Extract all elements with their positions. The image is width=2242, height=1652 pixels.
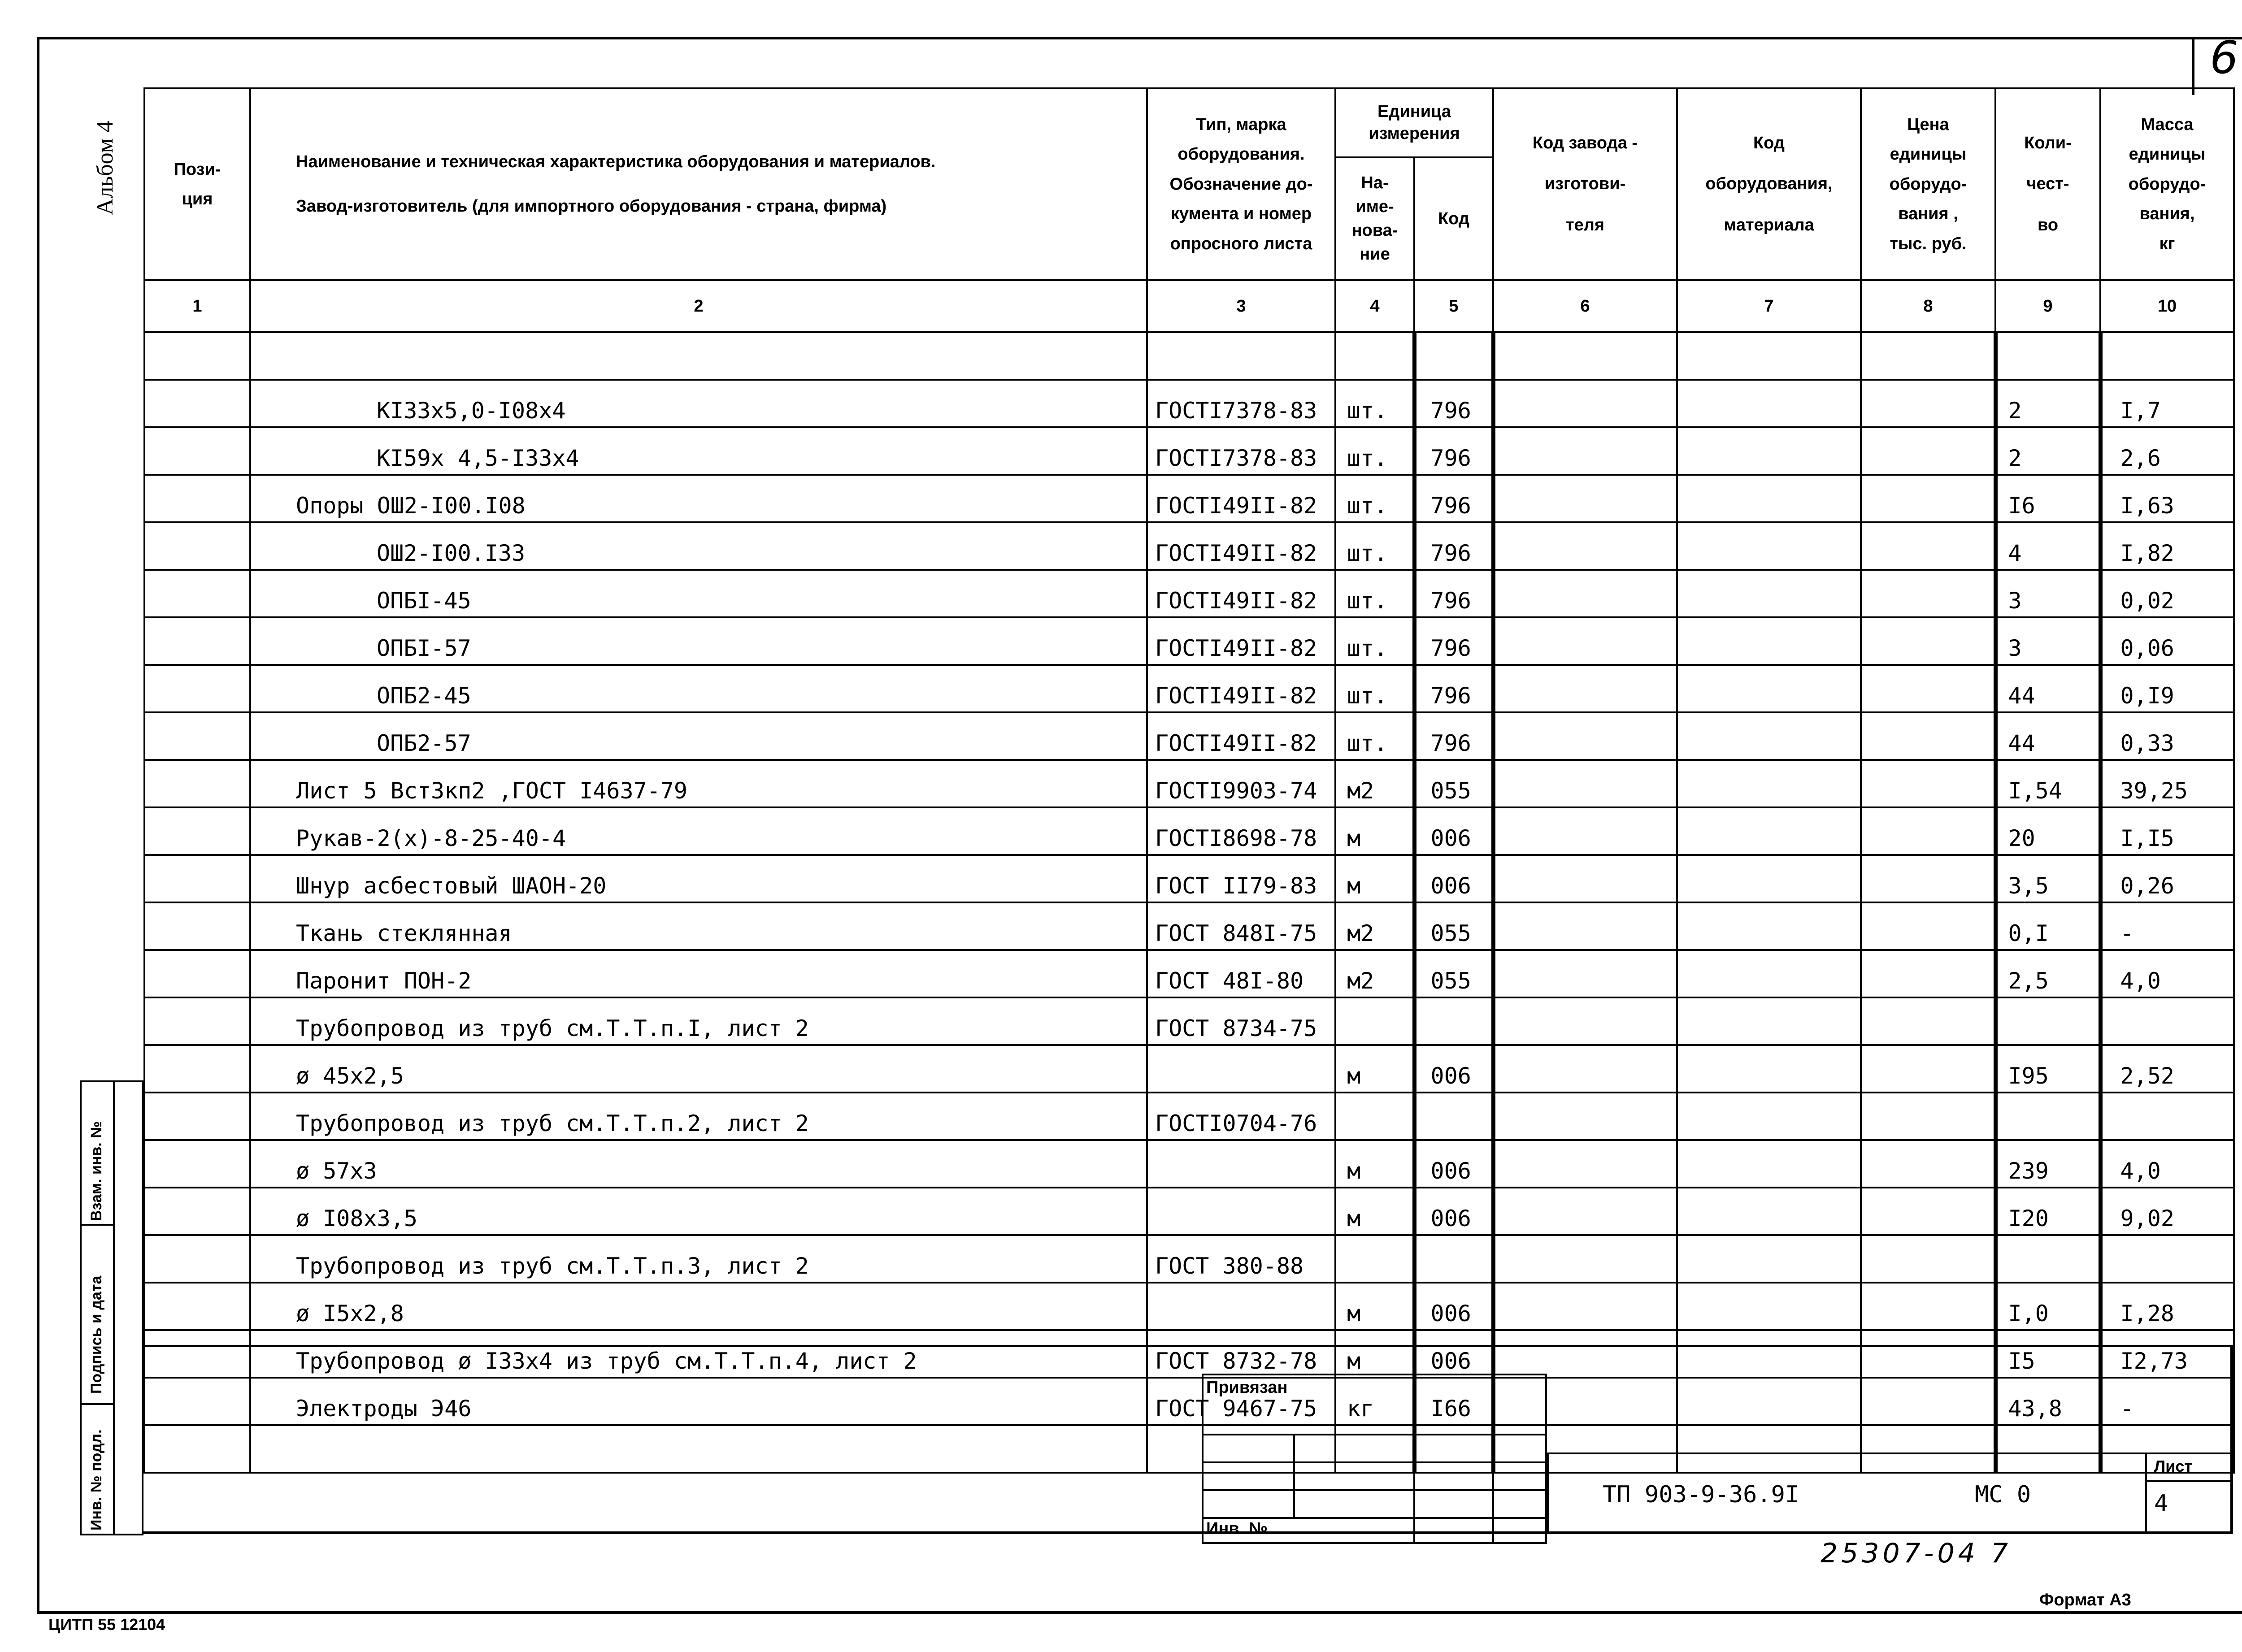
mass-cell: 0,33 [2100, 712, 2234, 760]
name-cell: ОШ2-I00.I33 [250, 522, 1147, 570]
table-row [144, 522, 2234, 570]
unit-cell: шт. [1335, 522, 1414, 570]
position-cell [144, 712, 250, 760]
doc-cell: ГОСТI7378-83 [1147, 380, 1335, 427]
qty-cell [1995, 1235, 2100, 1283]
table-row [144, 665, 2234, 712]
doc-cell: ГОСТI49II-82 [1147, 475, 1335, 522]
header-mass: Масса единицы оборудо- вания, кг [2100, 88, 2234, 280]
name-cell: ø 45х2,5 [250, 1045, 1147, 1093]
table-row [144, 1045, 2234, 1093]
name-cell: Ткань стеклянная [250, 902, 1147, 950]
colnum-8: 8 [1861, 280, 1995, 332]
unit-code-cell: 796 [1414, 380, 1493, 427]
plant-code-cell [1493, 997, 1677, 1045]
name-cell: ø 57х3 [250, 1140, 1147, 1188]
doc-cell: ГОСТ 9467-75 [1147, 1378, 1335, 1425]
plant-code-cell [1493, 950, 1677, 997]
mass-cell: 9,02 [2100, 1188, 2234, 1235]
price-cell [1861, 712, 1995, 760]
album-label: Альбом 4 [92, 121, 118, 215]
table-row [144, 1188, 2234, 1235]
mass-cell: 39,25 [2100, 760, 2234, 807]
mass-cell: I,28 [2100, 1283, 2234, 1330]
price-cell [1861, 1283, 1995, 1330]
unit-code-cell: 006 [1414, 1140, 1493, 1188]
unit-cell: м [1335, 1140, 1414, 1188]
position-cell [144, 855, 250, 902]
unit-code-cell: 006 [1414, 1283, 1493, 1330]
plant-code-cell [1493, 617, 1677, 665]
mass-cell: 0,I9 [2100, 665, 2234, 712]
unit-code-cell: 796 [1414, 570, 1493, 617]
unit-cell [1335, 1235, 1414, 1283]
mass-cell: 0,02 [2100, 570, 2234, 617]
position-cell [144, 570, 250, 617]
material-code-cell [1677, 475, 1861, 522]
mass-cell: 4,0 [2100, 1140, 2234, 1188]
name-cell: Рукав-2(х)-8-25-40-4 [250, 807, 1147, 855]
mass-cell: 0,26 [2100, 855, 2234, 902]
name-cell: Трубопровод ø I33х4 из труб см.Т.Т.п.4, лист 2 [250, 1330, 1147, 1378]
qty-cell: I,54 [1995, 760, 2100, 807]
sheet-cell [2145, 1454, 2231, 1531]
doc-cell: ГОСТI49II-82 [1147, 522, 1335, 570]
unit-code-cell: 796 [1414, 712, 1493, 760]
price-cell [1861, 1045, 1995, 1093]
unit-cell: м [1335, 1283, 1414, 1330]
table-row [144, 380, 2234, 427]
name-cell: Трубопровод из труб см.Т.Т.п.2, лист 2 [250, 1093, 1147, 1140]
name-cell: ОПБ2-57 [250, 712, 1147, 760]
qty-cell: 43,8 [1995, 1378, 2100, 1425]
doc-cell: ГОСТ II79-83 [1147, 855, 1335, 902]
unit-cell [1335, 997, 1414, 1045]
table-row [144, 570, 2234, 617]
qty-cell: I20 [1995, 1188, 2100, 1235]
price-cell [1861, 807, 1995, 855]
doc-cell [1147, 1140, 1335, 1188]
sidebar-label-vzam: Взам. инв. № [88, 1121, 105, 1221]
doc-cell: ГОСТ 380-88 [1147, 1235, 1335, 1283]
qty-cell: 0,I [1995, 902, 2100, 950]
price-cell [1861, 1188, 1995, 1235]
name-cell: Лист 5 ВстЗкп2 ,ГОСТ I4637-79 [250, 760, 1147, 807]
colnum-3: 3 [1147, 280, 1335, 332]
inv-no-label: Инв. № [1206, 1519, 1268, 1538]
material-code-cell [1677, 1283, 1861, 1330]
colnum-4: 4 [1335, 280, 1414, 332]
table-row [144, 760, 2234, 807]
material-code-cell [1677, 617, 1861, 665]
header-unit-code: Код [1414, 157, 1493, 280]
table-row [144, 1140, 2234, 1188]
qty-cell: I5 [1995, 1330, 2100, 1378]
position-cell [144, 1283, 250, 1330]
plant-code-cell [1493, 665, 1677, 712]
qty-cell: 3 [1995, 570, 2100, 617]
name-cell: КI59х 4,5-I33х4 [250, 427, 1147, 475]
table-row [144, 855, 2234, 902]
price-cell [1861, 475, 1995, 522]
material-code-cell [1677, 712, 1861, 760]
plant-code-cell [1493, 1045, 1677, 1093]
doc-cell: ГОСТ 8732-78 [1147, 1330, 1335, 1378]
position-cell [144, 522, 250, 570]
unit-cell: м2 [1335, 760, 1414, 807]
doc-cell: ГОСТI49II-82 [1147, 617, 1335, 665]
unit-cell: шт. [1335, 665, 1414, 712]
table-row [144, 1093, 2234, 1140]
unit-code-cell: 055 [1414, 902, 1493, 950]
unit-cell: шт. [1335, 427, 1414, 475]
document-code-cell [1547, 1453, 2230, 1531]
doc-cell: ГОСТI49II-82 [1147, 712, 1335, 760]
document-mark: МС 0 [1975, 1481, 2031, 1508]
material-code-cell [1677, 1045, 1861, 1093]
approval-sidebar [80, 1080, 143, 1535]
material-code-cell [1677, 427, 1861, 475]
name-cell: Трубопровод из труб см.Т.Т.п.I, лист 2 [250, 997, 1147, 1045]
position-cell [144, 902, 250, 950]
table-row [144, 332, 2234, 380]
price-cell [1861, 665, 1995, 712]
header-name: Наименование и техническая характеристика оборудования и материалов. Завод-изготовитель (для импортного оборудования - страна, фирма) [250, 88, 1147, 280]
unit-cell: м [1335, 855, 1414, 902]
position-cell [144, 1235, 250, 1283]
material-code-cell [1677, 1235, 1861, 1283]
doc-cell: ГОСТI0704-76 [1147, 1093, 1335, 1140]
mass-cell: I2,73 [2100, 1330, 2234, 1378]
plant-code-cell [1493, 475, 1677, 522]
position-cell [144, 997, 250, 1045]
unit-cell: шт. [1335, 380, 1414, 427]
mass-cell [2100, 997, 2234, 1045]
unit-cell: шт. [1335, 475, 1414, 522]
sheet-corner-divider [2192, 37, 2194, 95]
table-row [144, 475, 2234, 522]
material-code-cell [1677, 855, 1861, 902]
price-cell [1861, 760, 1995, 807]
price-cell [1861, 902, 1995, 950]
unit-cell [1335, 332, 1414, 380]
qty-cell: 44 [1995, 665, 2100, 712]
price-cell [1861, 1093, 1995, 1140]
mass-cell [2100, 1093, 2234, 1140]
sidebar-divider [113, 1082, 115, 1534]
material-code-cell [1677, 380, 1861, 427]
table-row [144, 617, 2234, 665]
mass-cell: I,I5 [2100, 807, 2234, 855]
name-cell: КI33х5,0-I08х4 [250, 380, 1147, 427]
qty-cell [1995, 332, 2100, 380]
material-code-cell [1677, 997, 1861, 1045]
doc-cell [1147, 1045, 1335, 1093]
price-cell [1861, 950, 1995, 997]
sheet-label: Лист [2154, 1457, 2193, 1475]
mass-cell: - [2100, 1378, 2234, 1425]
doc-cell: ГОСТI9903-74 [1147, 760, 1335, 807]
doc-cell: ГОСТ 48I-80 [1147, 950, 1335, 997]
name-cell: ø I08х3,5 [250, 1188, 1147, 1235]
unit-cell: м2 [1335, 902, 1414, 950]
binding-stamp [1202, 1374, 1547, 1544]
plant-code-cell [1493, 855, 1677, 902]
position-cell [144, 380, 250, 427]
header-unit-group: Единица измерения [1335, 88, 1493, 157]
name-cell: ОПБI-57 [250, 617, 1147, 665]
table-row [144, 712, 2234, 760]
price-cell [1861, 855, 1995, 902]
price-cell [1861, 427, 1995, 475]
unit-code-cell: 006 [1414, 855, 1493, 902]
position-cell [144, 665, 250, 712]
unit-code-cell: 055 [1414, 950, 1493, 997]
table-row [144, 1283, 2234, 1330]
colnum-10: 10 [2100, 280, 2234, 332]
mass-cell: I,82 [2100, 522, 2234, 570]
unit-cell: м [1335, 1330, 1414, 1378]
qty-cell [1995, 1093, 2100, 1140]
colnum-1: 1 [144, 280, 250, 332]
unit-cell: кг [1335, 1378, 1414, 1425]
plant-code-cell [1493, 380, 1677, 427]
unit-cell: м [1335, 1045, 1414, 1093]
qty-cell: 2 [1995, 380, 2100, 427]
material-code-cell [1677, 665, 1861, 712]
price-cell [1861, 1235, 1995, 1283]
doc-cell: ГОСТ 848I-75 [1147, 902, 1335, 950]
plant-code-cell [1493, 522, 1677, 570]
sheet-corner-number: 6 [2210, 31, 2238, 84]
plant-code-cell [1493, 807, 1677, 855]
price-cell [1861, 522, 1995, 570]
mass-cell [2100, 332, 2234, 380]
position-cell [144, 427, 250, 475]
qty-cell: 3 [1995, 617, 2100, 665]
material-code-cell [1677, 1140, 1861, 1188]
name-cell: ø I5х2,8 [250, 1283, 1147, 1330]
mass-cell [2100, 1235, 2234, 1283]
header-plant-code: Код завода - изготови- теля [1493, 88, 1677, 280]
mass-cell: I,63 [2100, 475, 2234, 522]
qty-cell: 44 [1995, 712, 2100, 760]
unit-cell [1335, 1093, 1414, 1140]
position-cell [144, 475, 250, 522]
qty-cell: I6 [1995, 475, 2100, 522]
unit-cell: м2 [1335, 950, 1414, 997]
unit-code-cell: 055 [1414, 760, 1493, 807]
position-cell [144, 1188, 250, 1235]
name-cell: Шнур асбестовый ШАОН-20 [250, 855, 1147, 902]
unit-code-cell [1414, 1235, 1493, 1283]
colnum-5: 5 [1414, 280, 1493, 332]
colnum-9: 9 [1995, 280, 2100, 332]
sidebar-label-inv-podl: Инв. № подл. [88, 1429, 105, 1531]
plant-code-cell [1493, 712, 1677, 760]
plant-code-cell [1493, 902, 1677, 950]
table-row [144, 997, 2234, 1045]
unit-code-cell: 006 [1414, 1188, 1493, 1235]
qty-cell: I,0 [1995, 1283, 2100, 1330]
sheet-cell-divider [2147, 1480, 2231, 1482]
position-cell [144, 1093, 250, 1140]
name-cell: Опоры ОШ2-I00.I08 [250, 475, 1147, 522]
name-cell: ОПБ2-45 [250, 665, 1147, 712]
name-cell: ОПБI-45 [250, 570, 1147, 617]
footer-format: Формат А3 [2039, 1591, 2131, 1609]
doc-cell [1147, 332, 1335, 380]
doc-cell: ГОСТI7378-83 [1147, 427, 1335, 475]
plant-code-cell [1493, 1188, 1677, 1235]
header-doc: Тип, марка оборудования. Обозначение до- кумента и номер опросного листа [1147, 88, 1335, 280]
unit-code-cell [1414, 997, 1493, 1045]
doc-cell: ГОСТI8698-78 [1147, 807, 1335, 855]
material-code-cell [1677, 570, 1861, 617]
plant-code-cell [1493, 1283, 1677, 1330]
sheet-number: 4 [2154, 1490, 2168, 1517]
specification-table [143, 87, 2235, 1474]
plant-code-cell [1493, 1093, 1677, 1140]
qty-cell: 2,5 [1995, 950, 2100, 997]
position-cell [144, 617, 250, 665]
plant-code-cell [1493, 570, 1677, 617]
privyazan-label: Привязан [1206, 1378, 1288, 1397]
table-row [144, 902, 2234, 950]
mass-cell: 2,6 [2100, 427, 2234, 475]
unit-code-cell: 796 [1414, 522, 1493, 570]
unit-code-cell: 796 [1414, 617, 1493, 665]
qty-cell: 4 [1995, 522, 2100, 570]
position-cell [144, 760, 250, 807]
unit-cell: шт. [1335, 712, 1414, 760]
unit-code-cell [1414, 1093, 1493, 1140]
plant-code-cell [1493, 1235, 1677, 1283]
mass-cell: 0,06 [2100, 617, 2234, 665]
unit-cell: м [1335, 1188, 1414, 1235]
mass-cell: I,7 [2100, 380, 2234, 427]
qty-cell: 20 [1995, 807, 2100, 855]
table-row [144, 807, 2234, 855]
name-cell: Электроды Э46 [250, 1378, 1147, 1425]
plant-code-cell [1493, 427, 1677, 475]
colnum-6: 6 [1493, 280, 1677, 332]
header-price: Цена единицы оборудо- вания , тыс. руб. [1861, 88, 1995, 280]
unit-code-cell: I66 [1414, 1378, 1493, 1425]
header-position: Пози- ция [144, 88, 250, 280]
material-code-cell [1677, 1188, 1861, 1235]
plant-code-cell [1493, 760, 1677, 807]
price-cell [1861, 570, 1995, 617]
unit-cell: шт. [1335, 570, 1414, 617]
unit-code-cell: 796 [1414, 427, 1493, 475]
colnum-7: 7 [1677, 280, 1861, 332]
material-code-cell [1677, 1093, 1861, 1140]
unit-code-cell: 006 [1414, 1330, 1493, 1378]
position-cell [144, 950, 250, 997]
sidebar-label-podpis: Подпись и дата [88, 1275, 105, 1394]
qty-cell: 3,5 [1995, 855, 2100, 902]
doc-cell: ГОСТI49II-82 [1147, 570, 1335, 617]
doc-cell [1147, 1188, 1335, 1235]
qty-cell [1995, 997, 2100, 1045]
table-row [144, 427, 2234, 475]
material-code-cell [1677, 902, 1861, 950]
unit-code-cell [1414, 332, 1493, 380]
plant-code-cell [1493, 332, 1677, 380]
doc-cell [1147, 1283, 1335, 1330]
table-row [144, 950, 2234, 997]
table-row [144, 1235, 2234, 1283]
doc-cell: ГОСТ 8734-75 [1147, 997, 1335, 1045]
qty-cell: 239 [1995, 1140, 2100, 1188]
unit-code-cell: 006 [1414, 807, 1493, 855]
header-quantity: Коли- чест- во [1995, 88, 2100, 280]
document-code: ТП 903-9-36.9I [1603, 1481, 1799, 1508]
colnum-2: 2 [250, 280, 1147, 332]
name-cell: Трубопровод из труб см.Т.Т.п.3, лист 2 [250, 1235, 1147, 1283]
unit-code-cell: 796 [1414, 475, 1493, 522]
price-cell [1861, 332, 1995, 380]
handwritten-inventory-number: 25307-04 7 [1821, 1538, 2012, 1569]
name-cell: Паронит ПОН-2 [250, 950, 1147, 997]
material-code-cell [1677, 760, 1861, 807]
doc-cell: ГОСТI49II-82 [1147, 665, 1335, 712]
material-code-cell [1677, 332, 1861, 380]
plant-code-cell [1493, 1140, 1677, 1188]
qty-cell: I95 [1995, 1045, 2100, 1093]
unit-code-cell: 796 [1414, 665, 1493, 712]
unit-cell: шт. [1335, 617, 1414, 665]
position-cell [144, 1140, 250, 1188]
price-cell [1861, 997, 1995, 1045]
unit-cell: м [1335, 807, 1414, 855]
unit-code-cell: 006 [1414, 1045, 1493, 1093]
mass-cell: - [2100, 902, 2234, 950]
material-code-cell [1677, 950, 1861, 997]
mass-cell: 4,0 [2100, 950, 2234, 997]
name-cell [250, 332, 1147, 380]
material-code-cell [1677, 522, 1861, 570]
footer-left-code: ЦИТП 55 12104 [48, 1615, 165, 1634]
position-cell [144, 1045, 250, 1093]
price-cell [1861, 1140, 1995, 1188]
price-cell [1861, 617, 1995, 665]
position-cell [144, 807, 250, 855]
mass-cell: 2,52 [2100, 1045, 2234, 1093]
material-code-cell [1677, 807, 1861, 855]
title-block [143, 1345, 2233, 1538]
price-cell [1861, 380, 1995, 427]
header-material-code: Код оборудования, материала [1677, 88, 1861, 280]
qty-cell: 2 [1995, 427, 2100, 475]
header-unit-name: На- име- нова- ние [1335, 157, 1414, 280]
position-cell [144, 332, 250, 380]
